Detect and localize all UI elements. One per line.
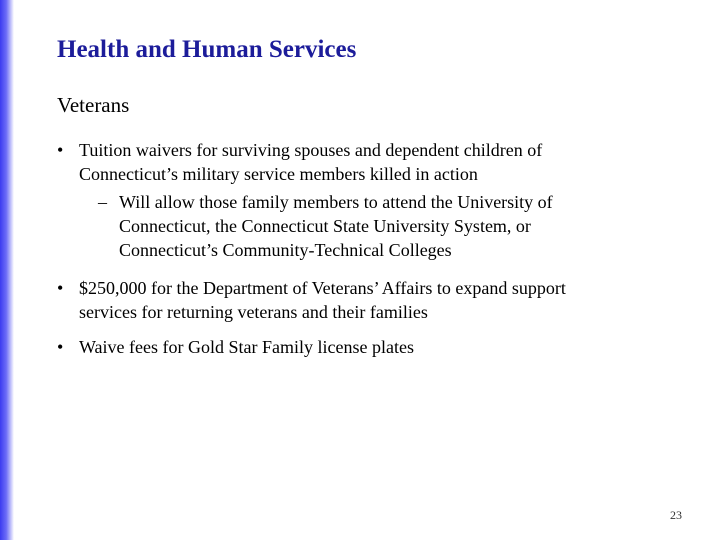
bullet-icon: • <box>57 140 64 160</box>
sub-bullet-line: Connecticut, the Connecticut State University System, or <box>119 216 531 236</box>
section-heading: Veterans <box>57 93 130 117</box>
bullet-line: $250,000 for the Department of Veterans’ Affairs to expand support <box>79 278 566 298</box>
bullet-text <box>79 138 542 186</box>
page-number: 23 <box>670 508 682 522</box>
bullet-icon: • <box>57 337 64 357</box>
decorative-left-gradient-bar <box>0 0 14 540</box>
sub-bullet-line: Will allow those family members to attend the University of <box>119 192 553 212</box>
bullet-line: services for returning veterans and their families <box>79 302 428 322</box>
slide-title: Health and Human Services <box>57 36 357 63</box>
bullet-text <box>79 276 566 324</box>
bullet-text <box>79 335 414 359</box>
sub-bullet-line: Connecticut’s Community-Technical Colleges <box>119 240 452 260</box>
bullet-line: Tuition waivers for surviving spouses and dependent children of <box>79 140 543 160</box>
bullet-icon: • <box>57 278 64 298</box>
bullet-line: Connecticut’s military service members killed in action <box>79 164 478 184</box>
bullet-line: Waive fees for Gold Star Family license plates <box>79 337 414 357</box>
dash-icon: – <box>98 192 107 212</box>
sub-bullet-text <box>119 190 553 262</box>
